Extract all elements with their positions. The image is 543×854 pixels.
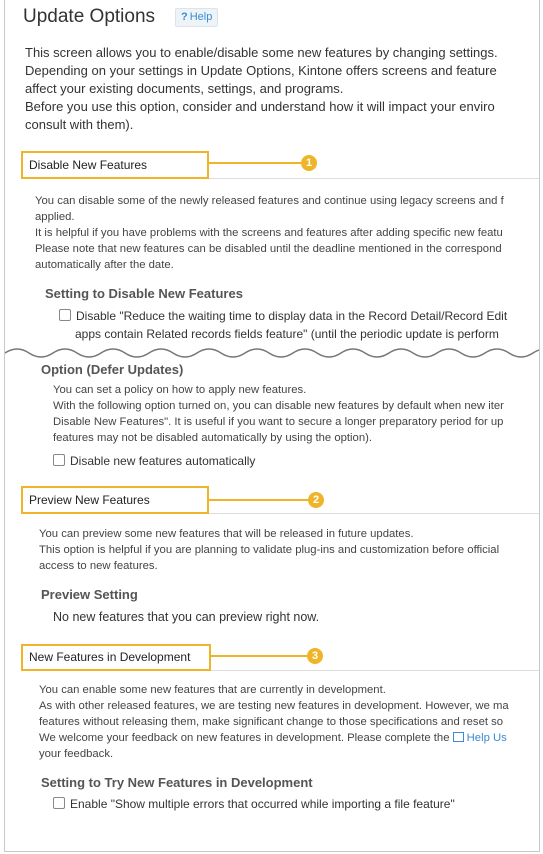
window-icon [453,732,464,742]
checkbox-label: Enable "Show multiple errors that occurred while importing a file feature" [70,797,455,811]
disable-feature-checkbox-row[interactable] [59,308,507,325]
desc-line: your feedback. [39,748,114,760]
desc-line: With the following option turned on, you can disable new features by default when new iter [53,400,504,412]
empty-state-text: No new features that you can preview right now. [53,610,320,624]
desc-line: Please note that new features can be disabled until the deadline mentioned in the correspond [35,243,502,255]
desc-line: As with other released features, we are testing new features in development. However, we ma [39,700,509,712]
content-break-wave [5,343,540,363]
desc-line: You can preview some new features that will be released in future updates. [39,528,414,540]
disable-feature-checkbox[interactable] [59,309,71,321]
callout-marker-1: 1 [301,155,317,171]
desc-line: features without releasing them, make significant change to those specifications and reset so [39,716,504,728]
try-feature-checkbox-row[interactable] [53,796,455,813]
desc-line: It is helpful if you have problems with the screens and features after adding specific new featu [35,227,503,239]
question-icon: ? [181,11,188,23]
section-description [35,193,504,273]
help-label: Help [189,11,213,23]
page-title: Update Options [23,6,156,27]
desc-text: We welcome your feedback on new features in development. Please complete the [39,732,450,744]
callout-marker-3: 3 [307,648,323,664]
setting-title: Preview Setting [41,587,138,602]
desc-line: access to new features. [39,560,158,572]
defer-updates-checkbox[interactable] [53,454,65,466]
setting-title: Setting to Try New Features in Development [41,775,313,790]
intro-text [25,44,498,134]
desc-line: You can enable some new features that are currently in development. [39,684,386,696]
help-button[interactable] [175,8,218,27]
option-title: Option (Defer Updates) [41,362,184,377]
section-title-new-features-in-development: New Features in Development [21,644,211,671]
desc-line [39,730,509,746]
option-description [53,382,504,446]
callout-marker-2: 2 [308,492,324,508]
try-feature-checkbox[interactable] [53,797,65,809]
section-title-preview-new-features: Preview New Features [21,486,209,514]
intro-line: affect your existing documents, settings, and programs. [25,81,344,96]
help-us-link[interactable] [453,732,507,744]
intro-line: Depending on your settings in Update Options, Kintone offers screens and feature [25,63,497,78]
desc-line: Disable New Features". It is useful if you want to secure a longer preparatory period for up [53,416,504,428]
desc-line: features may not be disabled automatically by using the option). [53,432,373,444]
defer-updates-checkbox-row[interactable] [53,453,255,470]
intro-line: consult with them). [25,117,134,132]
update-options-panel [4,0,540,852]
desc-line: This option is helpful if you are planning to validate plug-ins and customization before official [39,544,500,556]
desc-line: You can set a policy on how to apply new features. [53,384,307,396]
section-description [39,526,499,574]
checkbox-label: Disable new features automatically [70,454,256,468]
callout-leader [209,499,311,501]
callout-leader [209,162,301,164]
desc-line: You can disable some of the newly released features and continue using legacy screens and f [35,195,504,207]
checkbox-label: Disable "Reduce the waiting time to display data in the Record Detail/Record Edit [76,309,508,323]
section-description [39,682,509,762]
intro-line: Before you use this option, consider and understand how it will impact your enviro [25,99,495,114]
desc-line: applied. [35,211,75,223]
checkbox-label-continued: apps contain Related records fields feature" (until the periodic update is perform [75,327,499,341]
callout-leader [211,655,309,657]
section-title-disable-new-features: Disable New Features [21,151,209,179]
link-label: Help Us [466,732,507,744]
intro-line: This screen allows you to enable/disable some new features by changing settings. [25,45,498,60]
setting-title: Setting to Disable New Features [45,286,243,301]
desc-line: automatically after the date. [35,259,174,271]
